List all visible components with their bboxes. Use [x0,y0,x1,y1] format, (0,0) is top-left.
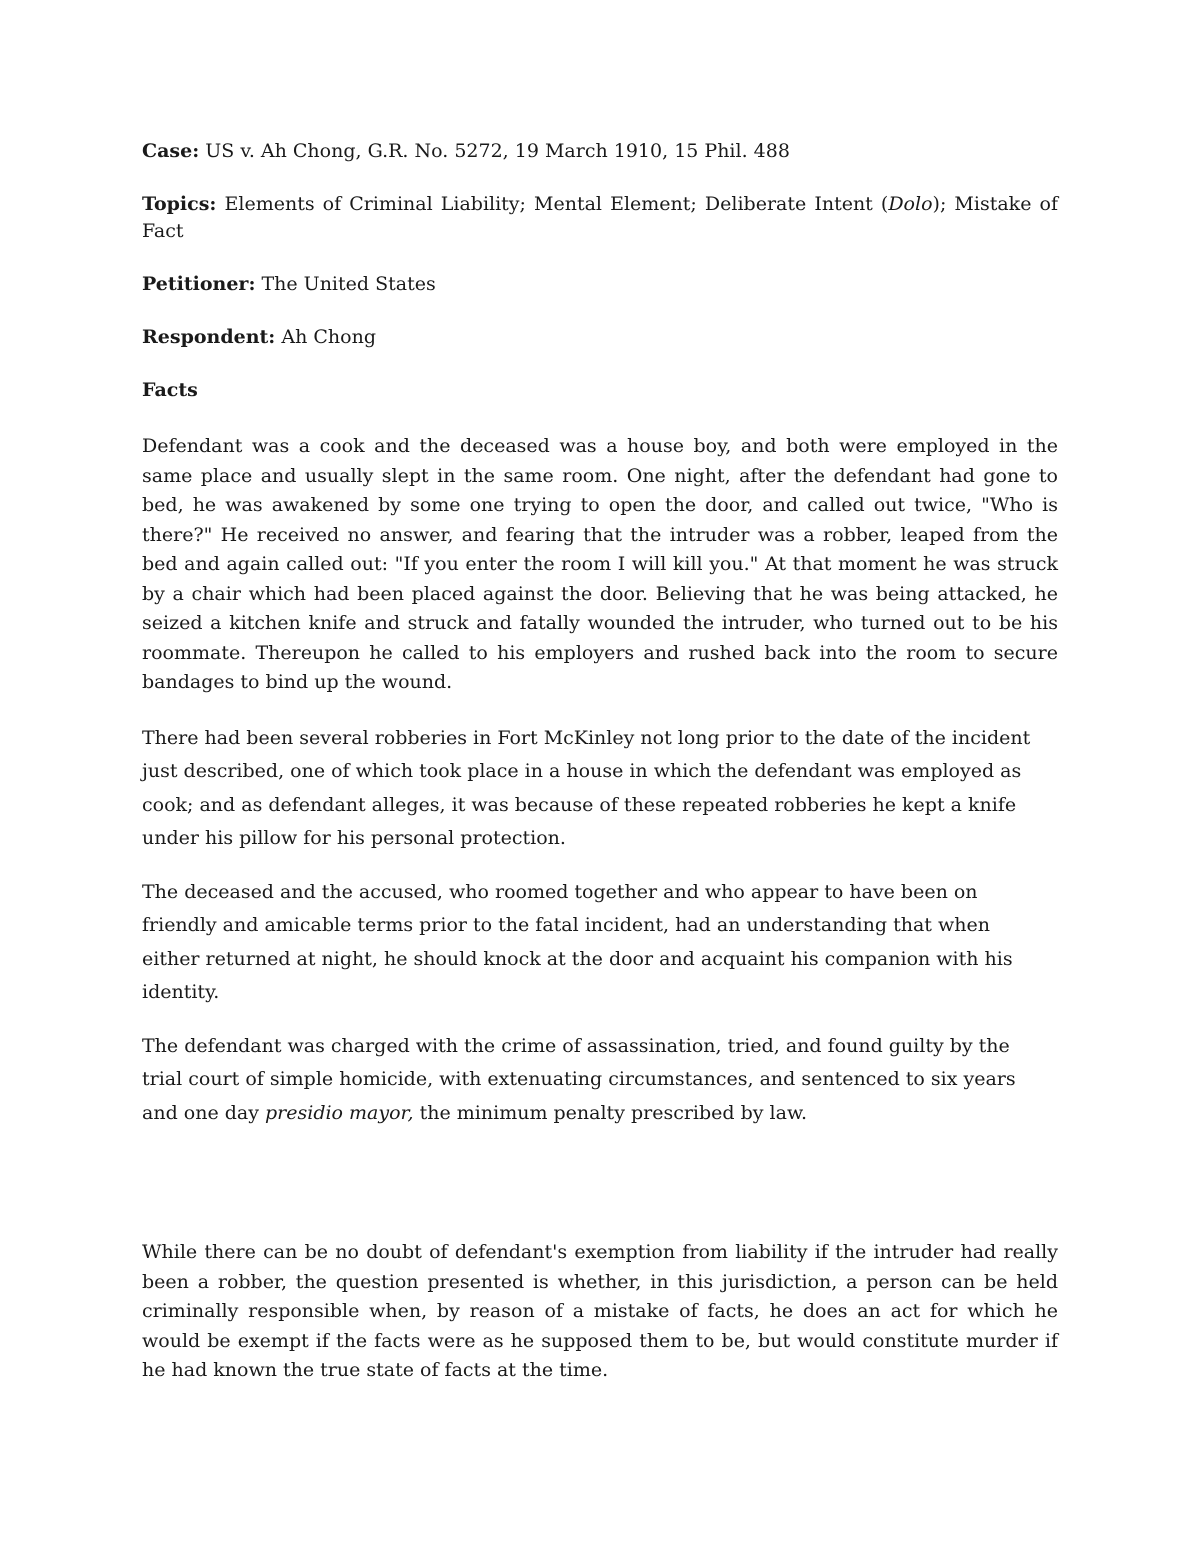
case-line [142,138,1058,165]
paragraph-4-end: the minimum penalty prescribed by law. [413,1101,807,1124]
respondent-label: Respondent: [142,326,276,348]
facts-paragraph-4 [142,1030,1032,1131]
topics-value-start: Elements of Criminal Liability; Mental Element; Deliberate Intent ( [216,193,889,215]
blank-gap [142,1150,1058,1238]
facts-paragraph-3: The deceased and the accused, who roomed together and who appear to have been on friendly and amicable terms prior to the fatal incident, had an understanding that when either returned at night, he should knock at the door and acquaint his companion with his identity. [142,880,1013,1003]
topics-italic-term: Dolo [888,193,933,215]
case-label: Case: [142,140,200,162]
petitioner-value: The United States [255,273,436,295]
respondent-line [142,324,1058,351]
facts-paragraph-2: There had been several robberies in Fort McKinley not long prior to the date of the incident just described, one of which took place in a house in which the defendant was employed as cook; and as defendant alleges, it was because of these repeated robberies he kept a knife under his pillow for his personal protection. [142,726,1031,849]
paragraph-4-italic-term: presidio mayor, [265,1101,414,1124]
respondent-value: Ah Chong [275,326,376,348]
topics-line [142,191,1058,245]
document-page [142,138,1058,1410]
paragraph-4-start: The defendant was charged with the crime of assassination, tried, and found guilty by the trial court of simple homicide, with extenuating circumstances, and sentenced to six years and one day [142,1034,1016,1124]
topics-value-end: ); Mistake of Fact [142,193,1058,242]
petitioner-line [142,271,1058,298]
petitioner-label: Petitioner: [142,273,256,295]
facts-paragraph-1: Defendant was a cook and the deceased was a house boy, and both were employed in the same place and usually slept in the same room. One night, after the defendant had gone to bed, he was awakened by some one trying to open the door, and called out twice, "Who is there?" He received no answer, and fearing that the intruder was a robber, leaped from the bed and again called out: "If you enter the room I will kill you." At that moment he was struck by a chair which had been placed against the door. Believing that he was being attacked, he seized a kitchen knife and struck and fatally wounded the intruder, who turned out to be his roommate. Thereupon he called to his employers and rushed back into the room to secure bandages to bind up the wound. [142,435,1058,693]
case-value: US v. Ah Chong, G.R. No. 5272, 19 March 1910, 15 Phil. 488 [199,140,790,162]
topics-label: Topics: [142,193,217,215]
facts-heading: Facts [142,379,198,401]
issue-paragraph: While there can be no doubt of defendant's exemption from liability if the intruder had really been a robber, the question presented is whether, in this jurisdiction, a person can be held criminally responsible when, by reason of a mistake of facts, he does an act for which he would be exempt if the facts were as he supposed them to be, but would constitute murder if he had known the true state of facts at the time. [142,1241,1058,1381]
